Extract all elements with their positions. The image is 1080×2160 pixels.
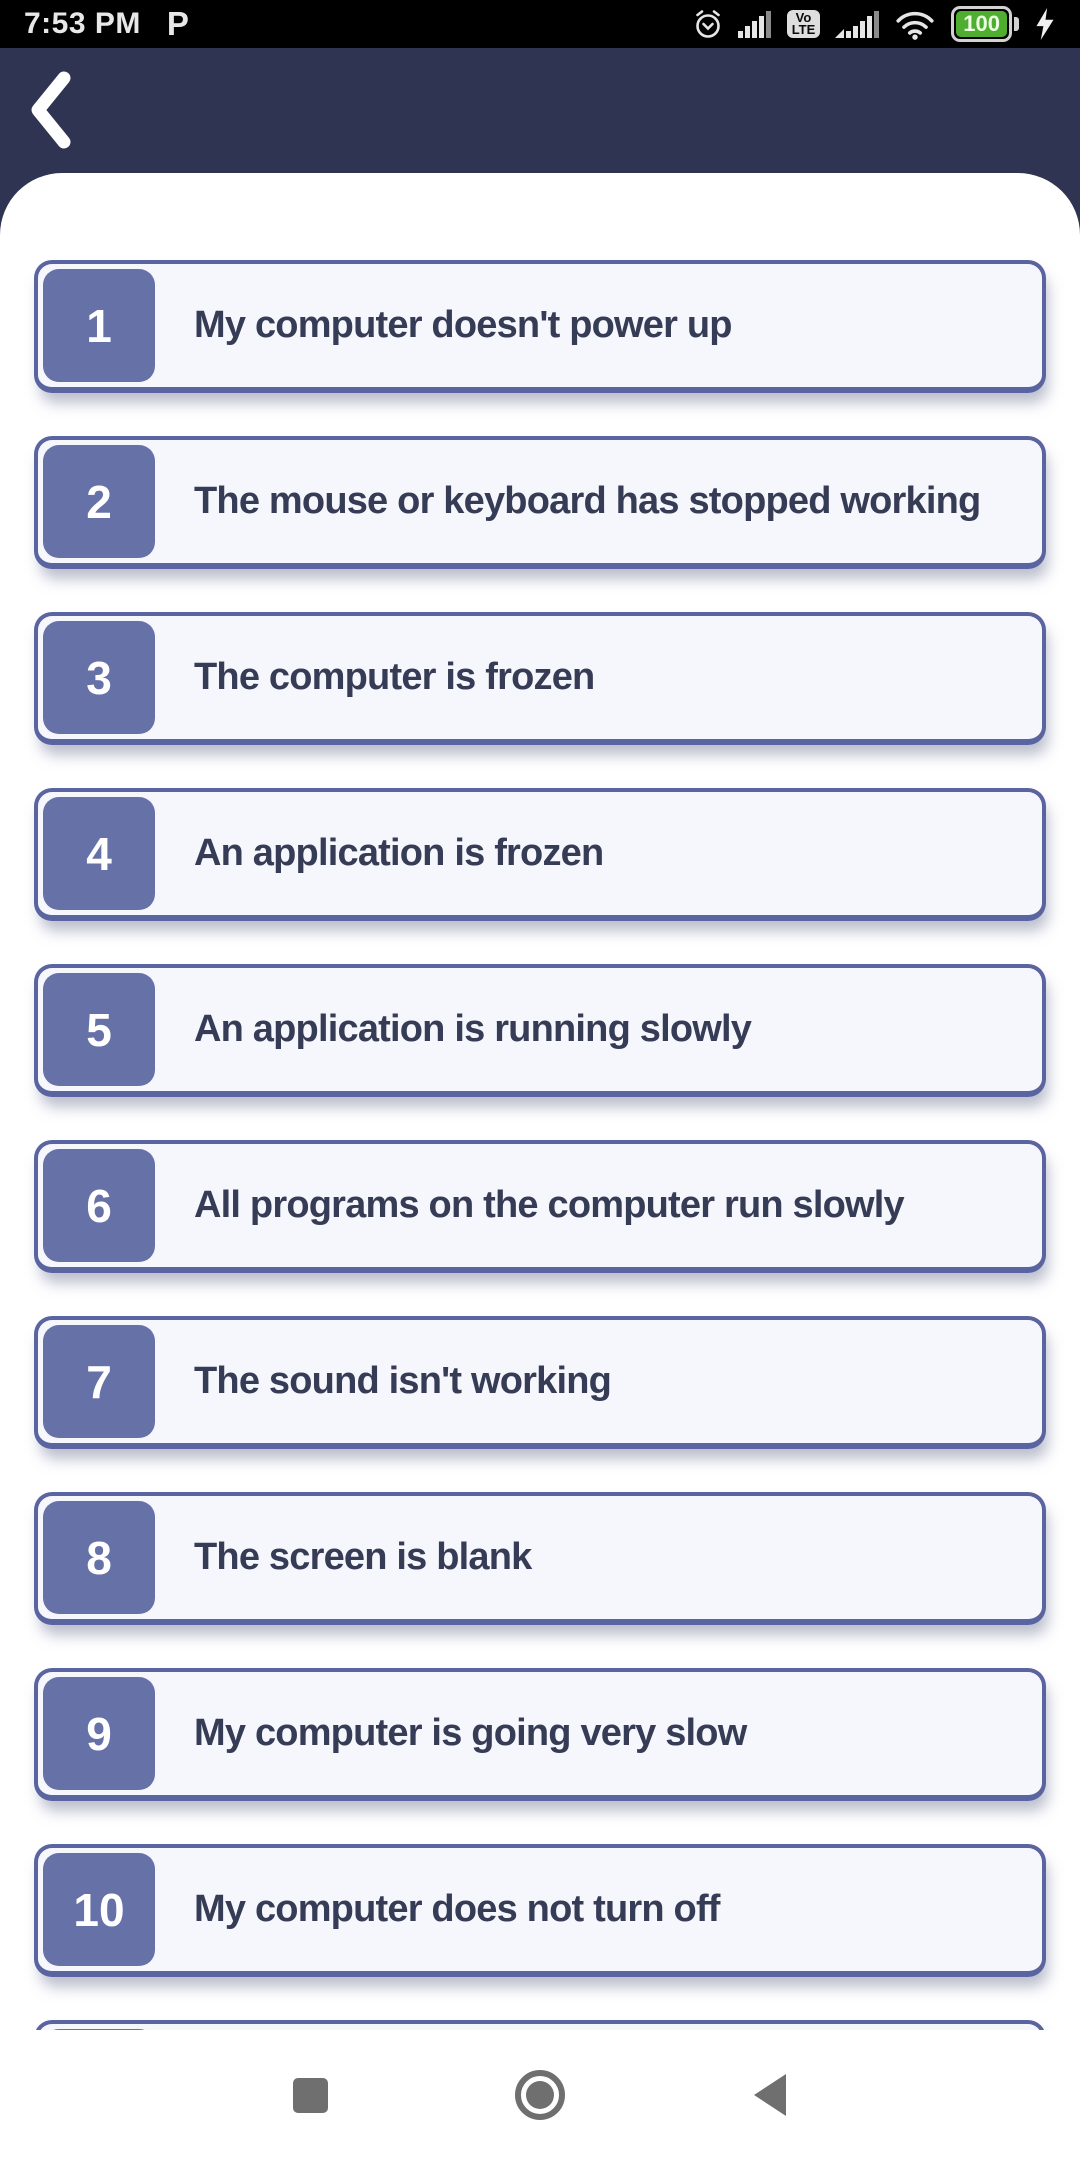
list-item[interactable]: [34, 1492, 1046, 1625]
item-label: All programs on the computer run slowly: [194, 1184, 904, 1226]
item-number-badge: 4: [43, 797, 155, 910]
item-label: An application is frozen: [194, 832, 604, 874]
list-item[interactable]: [34, 1140, 1046, 1273]
list-item[interactable]: [34, 436, 1046, 569]
list-item[interactable]: [34, 788, 1046, 921]
list-item[interactable]: [34, 1316, 1046, 1449]
item-number-badge: 1: [43, 269, 155, 382]
item-number-badge: 10: [43, 1853, 155, 1966]
cellular-signal-2-icon: [835, 10, 879, 38]
volte-icon: Vo LTE: [787, 10, 821, 39]
home-circle-icon: [515, 2070, 565, 2120]
wifi-icon: [894, 8, 936, 40]
item-label: My computer does not turn off: [194, 1888, 720, 1930]
item-label: The screen is blank: [194, 1536, 532, 1578]
item-number-badge: 3: [43, 621, 155, 734]
item-number-badge: 6: [43, 1149, 155, 1262]
list-item[interactable]: [34, 260, 1046, 393]
list-item[interactable]: [34, 1844, 1046, 1977]
item-label: The computer is frozen: [194, 656, 595, 698]
notification-p-icon: P: [166, 5, 189, 42]
list-item[interactable]: [34, 964, 1046, 1097]
back-chevron-icon: [16, 58, 86, 162]
status-bar: [0, 0, 1080, 48]
status-time: 7:53 PM: [24, 7, 141, 40]
item-label: The sound isn't working: [194, 1360, 612, 1402]
home-button[interactable]: [514, 2069, 566, 2121]
item-number-badge: 5: [43, 973, 155, 1086]
battery-icon: [951, 6, 1019, 42]
item-label: The mouse or keyboard has stopped working: [194, 480, 981, 522]
recents-square-icon: [293, 2078, 328, 2113]
back-button[interactable]: [16, 58, 86, 162]
item-number-badge: 2: [43, 445, 155, 558]
battery-level: 100: [956, 11, 1007, 37]
item-label: An application is running slowly: [194, 1008, 752, 1050]
alarm-clock-icon: [693, 9, 723, 39]
cellular-signal-icon: [738, 10, 772, 38]
topics-list: [0, 173, 1080, 2160]
item-number-badge: 8: [43, 1501, 155, 1614]
list-item[interactable]: [34, 612, 1046, 745]
item-number-badge: 7: [43, 1325, 155, 1438]
list-item[interactable]: [34, 1668, 1046, 1801]
back-triangle-icon: [754, 2074, 786, 2116]
item-label: My computer doesn't power up: [194, 304, 732, 346]
item-label: My computer is going very slow: [194, 1712, 747, 1754]
charging-bolt-icon: [1034, 8, 1056, 40]
back-nav-button[interactable]: [744, 2069, 796, 2121]
item-number-badge: 9: [43, 1677, 155, 1790]
recents-button[interactable]: [284, 2069, 336, 2121]
android-nav-bar: [0, 2030, 1080, 2160]
